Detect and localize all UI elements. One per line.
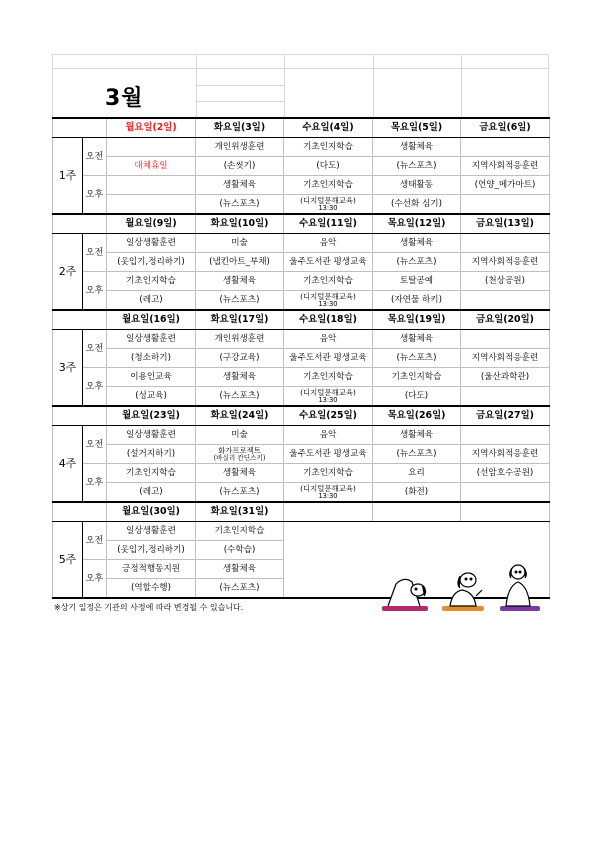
schedule-cell: (언양_메가마트) [461,176,550,195]
schedule-cell: 미술 [196,234,284,253]
day-header-row [53,214,550,234]
day-header: 수요일(4일) [284,118,373,138]
schedule-cell: (뉴스포츠) [373,253,461,272]
schedule-cell: 생활체육 [196,464,284,483]
schedule-cell: 개인위생훈련 [196,330,284,349]
period-am: 오전 [83,522,107,560]
schedule-cell [461,138,550,157]
schedule-cell: 울주도서관 평생교육 [284,253,373,272]
day-header: 월요일(16일) [107,310,196,330]
day-header: 목요일(19일) [373,310,461,330]
dog-icon [506,565,530,606]
day-header [461,502,550,522]
cell-subtext: 화가프로젝트 [218,445,261,455]
week-label: 4주 [53,426,83,503]
schedule-cell: 기초인지학습 [196,522,284,541]
schedule-cell [107,138,196,157]
schedule-cell: (역할수행) [107,579,196,599]
schedule-cell: 생활체육 [196,272,284,291]
period-pm: 오후 [83,176,107,215]
holiday-cell: 대체휴일 [107,157,196,176]
schedule-cell: 음악 [284,330,373,349]
schedule-cell: 지역사회적응훈련 [461,349,550,368]
schedule-cell: 일상생활훈련 [107,522,196,541]
schedule-cell [461,426,550,445]
schedule-cell: 지역사회적응훈련 [461,445,550,464]
day-header: 화요일(10일) [196,214,284,234]
day-header: 목요일(26일) [373,406,461,426]
day-header: 화요일(17일) [196,310,284,330]
schedule-cell: 기초인지학습 [107,272,196,291]
day-header: 금요일(20일) [461,310,550,330]
day-header: 수요일(11일) [284,214,373,234]
schedule-cell: (냅킨아트_부채) [196,253,284,272]
schedule-cell: (자연물 하키) [373,291,461,311]
schedule-cell: 긍정적행동지원 [107,560,196,579]
day-header: 금요일(13일) [461,214,550,234]
schedule-cell [461,234,550,253]
schedule-cell: (레고) [107,291,196,311]
schedule-cell: 생활체육 [196,368,284,387]
period-pm: 오후 [83,560,107,599]
cell-time: 13:30 [318,395,338,404]
day-header-row [53,310,550,330]
schedule-cell: 요리 [373,464,461,483]
day-header: 목요일(12일) [373,214,461,234]
week-label: 3주 [53,330,83,407]
schedule-cell: 토탈공예 [373,272,461,291]
schedule-cell: (수선화 심기) [373,195,461,215]
schedule-cell [461,387,550,407]
schedule-cell: 이용인교육 [107,368,196,387]
schedule-cell: (다도) [373,387,461,407]
schedule-cell: 울주도서관 평생교육 [284,445,373,464]
schedule-cell: (설거지하기) [107,445,196,464]
schedule-cell: (수학습) [196,541,284,560]
period-am: 오전 [83,234,107,272]
day-header [373,502,461,522]
schedule-cell [461,291,550,311]
yoga-mat-icon [382,606,428,611]
schedule-cell: 생활체육 [373,426,461,445]
day-header: 수요일(18일) [284,310,373,330]
schedule-cell: (뉴스포츠) [196,195,284,215]
schedule-cell [284,291,373,311]
schedule-cell: 일상생활훈련 [107,234,196,253]
dog-icon [388,579,426,606]
yoga-dogs-illustration [376,560,546,618]
title-header [52,54,549,117]
cell-time: 13:30 [318,299,338,308]
day-header: 화요일(31일) [196,502,284,522]
dog-icon [450,573,482,606]
schedule-cell: (화전) [373,483,461,503]
schedule-cell: 울주도서관 평생교육 [284,349,373,368]
day-header: 월요일(2일) [107,118,196,138]
schedule-cell: 기초인지학습 [373,368,461,387]
day-header [284,502,373,522]
cell-subtext: (디지털문해교육) [300,387,356,397]
period-pm: 오후 [83,464,107,503]
schedule-cell: (뉴스포츠) [196,483,284,503]
schedule-cell: 기초인지학습 [284,176,373,195]
schedule-cell: 기초인지학습 [107,464,196,483]
schedule-cell: 개인위생훈련 [196,138,284,157]
schedule-cell: 생활체육 [373,330,461,349]
cell-time: 13:30 [318,203,338,212]
schedule-cell: 일상생활훈련 [107,330,196,349]
schedule-cell [284,195,373,215]
schedule-cell [461,330,550,349]
period-pm: 오후 [83,272,107,311]
schedule-cell: 생태활동 [373,176,461,195]
schedule-cell: (울산과학관) [461,368,550,387]
schedule-cell: (선암호수공원) [461,464,550,483]
schedule-cell: 음악 [284,234,373,253]
schedule-cell: (성교육) [107,387,196,407]
schedule-cell: (구강교육) [196,349,284,368]
day-header: 목요일(5일) [373,118,461,138]
schedule-cell: (뉴스포츠) [373,157,461,176]
schedule-cell: 생활체육 [196,560,284,579]
cell-subtext: (디지털문해교육) [300,195,356,205]
schedule-table [52,117,550,599]
schedule-cell: (뉴스포츠) [196,291,284,311]
schedule-cell: (뉴스포츠) [373,349,461,368]
schedule-cell: 기초인지학습 [284,138,373,157]
schedule-cell: (뉴스포츠) [196,387,284,407]
schedule-cell: (뉴스포츠) [373,445,461,464]
period-am: 오전 [83,426,107,464]
schedule-cell: 생활체육 [196,176,284,195]
day-header-row [53,406,550,426]
cell-subtext: (바실리 칸딘스키) [213,453,266,462]
schedule-cell: 미술 [196,426,284,445]
day-header: 월요일(23일) [107,406,196,426]
cell-subtext: (디지털문해교육) [300,291,356,301]
schedule-cell: (뉴스포츠) [196,579,284,599]
day-header: 월요일(30일) [107,502,196,522]
schedule-cell: (손씻기) [196,157,284,176]
schedule-cell: 지역사회적응훈련 [461,253,550,272]
schedule-cell [196,445,284,464]
period-am: 오전 [83,138,107,176]
schedule-cell [461,483,550,503]
schedule-cell [107,176,196,195]
schedule-cell: (옷입기,정리하기) [107,541,196,560]
period-pm: 오후 [83,368,107,407]
schedule-cell: 생활체육 [373,234,461,253]
cell-time: 13:30 [318,491,338,500]
schedule-cell [107,195,196,215]
day-header-row [53,502,550,522]
page-title: 3월 [105,86,144,111]
schedule-cell: (레고) [107,483,196,503]
day-header: 화요일(24일) [196,406,284,426]
week-label: 5주 [53,522,83,599]
day-header-row [53,118,550,138]
yoga-mat-icon [442,606,484,611]
schedule-cell: 생활체육 [373,138,461,157]
schedule-cell: 지역사회적응훈련 [461,157,550,176]
schedule-cell [284,483,373,503]
day-header: 화요일(3일) [196,118,284,138]
schedule-cell: 기초인지학습 [284,464,373,483]
day-header: 금요일(6일) [461,118,550,138]
schedule-cell: 기초인지학습 [284,272,373,291]
schedule-cell: (천상공원) [461,272,550,291]
schedule-cell: 음악 [284,426,373,445]
schedule-cell: 일상생활훈련 [107,426,196,445]
schedule-cell: (옷입기,정리하기) [107,253,196,272]
schedule-cell [284,387,373,407]
week-label: 2주 [53,234,83,311]
schedule-page [52,54,549,613]
schedule-cell: 기초인지학습 [284,368,373,387]
week-label: 1주 [53,138,83,215]
yoga-mat-icon [500,606,540,611]
schedule-cell: (청소하기) [107,349,196,368]
footnote: ※상기 일정은 기관의 사정에 따라 변경될 수 있습니다. [54,603,244,612]
day-header: 월요일(9일) [107,214,196,234]
day-header: 수요일(25일) [284,406,373,426]
schedule-cell: (다도) [284,157,373,176]
period-am: 오전 [83,330,107,368]
day-header: 금요일(27일) [461,406,550,426]
schedule-cell [461,195,550,215]
cell-subtext: (디지털문해교육) [300,483,356,493]
